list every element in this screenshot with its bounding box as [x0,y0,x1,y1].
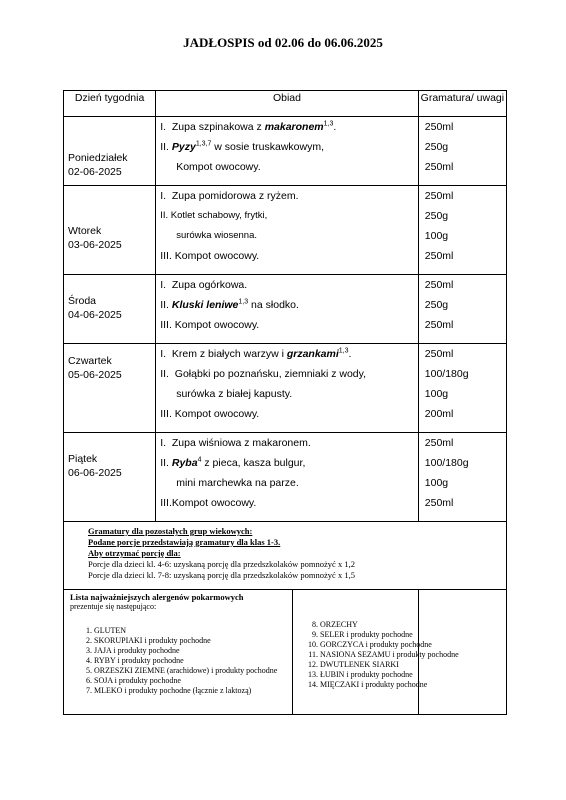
meal-prefix: II. [160,210,171,221]
qty-value: 250ml [424,190,454,202]
meal-line [160,364,418,384]
meal-bold: makaronem [264,121,324,133]
meal-bold: grzankami [286,348,339,360]
meal-cell [156,117,419,186]
meal-prefix: I. [160,279,172,291]
day-name: Środa [68,295,97,307]
qty-value: 250g [424,141,449,153]
allergen-item: 11. NASIONA SEZAMU i produkty pochodne [320,650,459,660]
meal-line [160,344,418,364]
header-row [64,91,507,117]
meal-cell [156,344,419,433]
info-row [64,522,507,590]
qty-value: 250ml [424,437,454,449]
qty-value: 100/180g [424,457,469,469]
meal-text: Kompot owocowy. [171,497,257,509]
day-cell [64,186,156,275]
qty-value: 250ml [424,348,454,360]
days-body [64,117,507,522]
meal-line [160,433,418,453]
allergen-item: 7. MLEKO i produkty pochodne (łącznie z laktozą) [94,686,418,696]
day-date: 03-06-2025 [68,239,122,251]
meal-sup: 1,3,7 [195,140,212,148]
qty-value: 250ml [424,250,454,262]
meal-prefix: I. [160,190,172,202]
meal-sup: 1,3 [323,120,334,128]
qty-value: 250ml [424,497,454,509]
allergen-item: 4. RYBY i produkty pochodne [94,656,418,666]
meal-cell [156,275,419,344]
meal-text: Zupa ogórkowa. [171,279,248,291]
meal-line [160,157,418,177]
meal-text: Kompot owocowy. [174,408,260,420]
meal-prefix: I. [160,437,172,449]
meal-text: Kompot owocowy. [176,161,261,173]
meal-line [160,137,418,157]
meal-bold: Ryba [171,457,198,469]
qty-value: 250ml [424,161,454,173]
meal-text: Zupa pomidorowa z ryżem. [171,190,299,202]
info-line-3: Aby otrzymać porcję dla: [88,548,181,558]
day-cell [64,275,156,344]
header-qty: Gramatura/ uwagi [418,91,506,117]
meal-bold: Pyzy [171,141,196,153]
allergen-item: 3. JAJA i produkty pochodne [94,646,418,656]
meal-prefix: I. [160,348,172,360]
meal-text: Zupa szpinakowa z [171,121,265,133]
meal-text: Kompot owocowy. [174,319,260,331]
allergen-item: 14. MIĘCZAKI i produkty pochodne [320,680,459,690]
day-row [64,186,507,275]
meal-line [160,453,418,473]
qty-cell [418,275,506,344]
meal-after: z pieca, kasza bulgur, [201,457,306,469]
meal-text: Krem z białych warzyw i [171,348,287,360]
meal-prefix: III. [160,250,175,262]
qty-value: 250g [424,299,449,311]
allergen-title: Lista najważniejszych alergenów pokarmowych [70,592,244,602]
qty-cell [418,117,506,186]
qty-value: 100g [424,230,449,242]
qty-value: 250ml [424,279,454,291]
meal-prefix: I. [160,121,172,133]
allergen-item: 13. ŁUBIN i produkty pochodne [320,670,459,680]
header-meal: Obiad [156,91,419,117]
day-date: 06-06-2025 [68,467,122,479]
meal-line [160,295,418,315]
meal-after: . [333,121,337,133]
meal-prefix: III. [160,497,172,509]
meal-prefix: II. [160,141,172,153]
qty-value: 250ml [424,121,454,133]
day-cell [64,344,156,433]
info-line-2: Podane porcje przedstawiają gramatury dla klas 1-3. [88,537,281,547]
meal-cell [156,186,419,275]
meal-text: Gołąbki po poznańsku, ziemniaki z wody, [174,368,367,380]
meal-prefix: III. [160,408,175,420]
info-line-4: Porcje dla dzieci kl. 4-6: uzyskaną porcję dla przedszkolaków pomnożyć x 1,2 [88,559,355,569]
qty-cell [418,344,506,433]
info-line-1: Gramatury dla pozostałych grup wiekowych: [88,526,253,536]
day-name: Czwartek [68,355,112,367]
day-name: Wtorek [68,225,102,237]
meal-text: Zupa wiśniowa z makaronem. [171,437,311,449]
meal-line [160,246,418,266]
allergen-item: 6. SOJA i produkty pochodne [94,676,418,686]
meal-line [160,226,418,246]
meal-after: . [348,348,352,360]
allergen-item: 12. DWUTLENEK SIARKI [320,660,459,670]
day-date: 05-06-2025 [68,369,122,381]
meal-sup: 1,3 [338,347,349,355]
header-day: Dzień tygodnia [64,91,156,117]
day-row [64,433,507,522]
meal-line [160,404,418,424]
info-line-5: Porcje dla dzieci kl. 7-8: uzyskaną porcję dla przedszkolaków pomnożyć x 1,5 [88,570,355,580]
meal-line [160,186,418,206]
info-cell [64,522,507,590]
allergen-item: 9. SELER i produkty pochodne [320,630,459,640]
qty-value: 100g [424,388,449,400]
meal-line [160,206,418,226]
qty-cell [418,186,506,275]
meal-text: surówka wiosenna. [176,230,257,241]
meal-after: w sosie truskawkowym, [211,141,324,153]
day-row [64,275,507,344]
allergen-item: 2. SKORUPIAKI i produkty pochodne [94,636,418,646]
allergen-divider [292,590,293,715]
day-cell [64,433,156,522]
allergen-item: 1. GLUTEN [94,626,418,636]
day-name: Piątek [68,453,98,465]
allergen-subtitle: prezentuje się następująco: [70,602,157,611]
qty-value: 100g [424,477,449,489]
meal-bold: Kluski leniwe [171,299,239,311]
meal-line [160,473,418,493]
day-name: Poniedziałek [68,152,128,164]
page-title: JADŁOSPIS od 02.06 do 06.06.2025 [183,35,383,50]
qty-value: 100/180g [424,368,469,380]
allergen-item: 5. ORZESZKI ZIEMNE (arachidowe) i produkty pochodne [94,666,418,676]
meal-line [160,315,418,335]
meal-sup: 1,3 [238,298,249,306]
day-cell [64,117,156,186]
day-date: 04-06-2025 [68,309,122,321]
allergen-item: 10. GORCZYCA i produkty pochodne [320,640,459,650]
meal-sup: 4 [197,456,202,464]
qty-value: 250g [424,210,449,222]
meal-line [160,275,418,295]
meal-text: mini marchewka na parze. [176,477,299,489]
meal-text: Kompot owocowy. [174,250,260,262]
qty-cell [418,433,506,522]
meal-prefix: II. [160,457,172,469]
meal-line [160,384,418,404]
meal-text: surówka z białej kapusty. [176,388,293,400]
allergen-list-right [296,620,459,690]
meal-line [160,493,418,513]
meal-after: na słodko. [248,299,299,311]
day-row [64,117,507,186]
meal-prefix: II. [160,299,172,311]
meal-line [160,117,418,137]
qty-value: 200ml [424,408,454,420]
allergen-item: 8. ORZECHY [320,620,459,630]
meal-prefix: II. [160,368,175,380]
day-row [64,344,507,433]
allergen-right [296,620,459,690]
meal-prefix: III. [160,319,175,331]
day-date: 02-06-2025 [68,166,122,178]
meal-cell [156,433,419,522]
meal-text: Kotlet schabowy, frytki, [170,210,268,221]
qty-value: 250ml [424,319,454,331]
